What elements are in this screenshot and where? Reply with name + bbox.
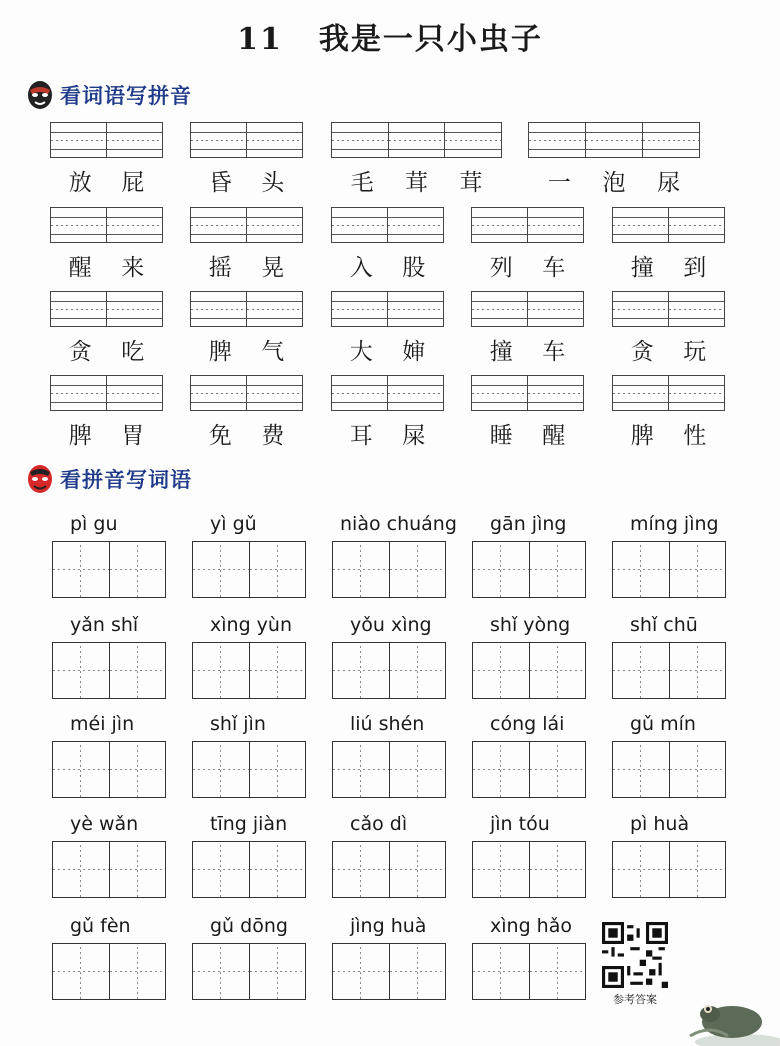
pinyin-prompt: cóng lái bbox=[490, 713, 565, 735]
tian-zi-cell[interactable] bbox=[110, 742, 166, 797]
tian-zi-cell[interactable] bbox=[613, 742, 670, 797]
character-writing-box[interactable] bbox=[472, 541, 586, 598]
character-writing-box[interactable] bbox=[192, 642, 306, 699]
tian-zi-cell[interactable] bbox=[53, 542, 110, 597]
pinyin-cell[interactable] bbox=[528, 208, 583, 242]
pinyin-cell[interactable] bbox=[51, 208, 107, 242]
character-writing-box[interactable] bbox=[192, 841, 306, 898]
pinyin-cell[interactable] bbox=[51, 376, 107, 410]
pinyin-cell[interactable] bbox=[613, 208, 669, 242]
tian-zi-cell[interactable] bbox=[530, 944, 586, 999]
character-writing-box[interactable] bbox=[52, 841, 166, 898]
pinyin-cell[interactable] bbox=[191, 376, 247, 410]
character-writing-box[interactable] bbox=[52, 943, 166, 1000]
lesson-number: 11 bbox=[237, 22, 283, 57]
pinyin-answer-box[interactable] bbox=[50, 291, 163, 327]
frog-decoration bbox=[670, 976, 780, 1046]
pinyin-prompt: jìn tóu bbox=[490, 813, 550, 835]
section1-label: 看词语写拼音 bbox=[60, 84, 192, 108]
tian-zi-cell[interactable] bbox=[530, 643, 586, 698]
word-prompt: 昏 头 bbox=[208, 170, 285, 196]
character-writing-box[interactable] bbox=[472, 741, 586, 798]
tian-zi-cell[interactable] bbox=[473, 643, 530, 698]
tian-zi-cell[interactable] bbox=[193, 542, 250, 597]
character-writing-box[interactable] bbox=[52, 642, 166, 699]
tian-zi-cell[interactable] bbox=[473, 542, 530, 597]
qr-code-icon bbox=[602, 922, 668, 988]
pinyin-cell[interactable] bbox=[247, 123, 302, 157]
pinyin-cell[interactable] bbox=[51, 292, 107, 326]
tian-zi-cell[interactable] bbox=[613, 542, 670, 597]
tian-zi-cell[interactable] bbox=[530, 842, 586, 897]
tian-zi-cell[interactable] bbox=[333, 944, 390, 999]
word-prompt: 免 费 bbox=[208, 423, 285, 449]
word-prompt: 贪 吃 bbox=[68, 339, 145, 365]
opera-mask-icon bbox=[26, 80, 54, 110]
tian-zi-cell[interactable] bbox=[613, 842, 670, 897]
pinyin-prompt: pì huà bbox=[630, 813, 690, 835]
pinyin-cell[interactable] bbox=[107, 376, 162, 410]
pinyin-cell[interactable] bbox=[51, 123, 107, 157]
character-writing-box[interactable] bbox=[52, 541, 166, 598]
page-title bbox=[0, 14, 780, 58]
pinyin-prompt: gǔ mín bbox=[630, 713, 696, 735]
word-prompt: 放 屁 bbox=[68, 170, 145, 196]
character-writing-box[interactable] bbox=[612, 541, 726, 598]
pinyin-answer-box[interactable] bbox=[612, 375, 725, 411]
pinyin-answer-box[interactable] bbox=[612, 291, 725, 327]
word-prompt: 撞 到 bbox=[630, 255, 707, 281]
character-writing-box[interactable] bbox=[472, 841, 586, 898]
character-writing-box[interactable] bbox=[192, 541, 306, 598]
tian-zi-cell[interactable] bbox=[53, 742, 110, 797]
pinyin-cell[interactable] bbox=[247, 292, 302, 326]
pinyin-cell[interactable] bbox=[472, 292, 528, 326]
pinyin-answer-box[interactable] bbox=[190, 122, 303, 158]
tian-zi-cell[interactable] bbox=[390, 643, 446, 698]
pinyin-cell[interactable] bbox=[247, 208, 302, 242]
pinyin-answer-box[interactable] bbox=[190, 207, 303, 243]
pinyin-cell[interactable] bbox=[586, 123, 643, 157]
pinyin-prompt: gǔ fèn bbox=[70, 915, 131, 937]
pinyin-prompt: pì gu bbox=[70, 513, 118, 535]
character-writing-box[interactable] bbox=[472, 642, 586, 699]
pinyin-answer-box[interactable] bbox=[471, 375, 584, 411]
word-prompt: 摇 晃 bbox=[208, 255, 285, 281]
tian-zi-cell[interactable] bbox=[53, 643, 110, 698]
pinyin-answer-box[interactable] bbox=[50, 207, 163, 243]
pinyin-prompt: niào chuáng bbox=[340, 513, 457, 535]
character-writing-box[interactable] bbox=[612, 642, 726, 699]
pinyin-answer-box[interactable] bbox=[471, 291, 584, 327]
pinyin-prompt: tīng jiàn bbox=[210, 813, 288, 835]
pinyin-cell[interactable] bbox=[247, 376, 302, 410]
pinyin-cell[interactable] bbox=[528, 292, 583, 326]
tian-zi-cell[interactable] bbox=[110, 842, 166, 897]
word-prompt: 入 股 bbox=[349, 255, 426, 281]
character-writing-box[interactable] bbox=[52, 741, 166, 798]
pinyin-cell[interactable] bbox=[389, 123, 446, 157]
pinyin-prompt: shǐ yòng bbox=[490, 614, 571, 636]
character-writing-box[interactable] bbox=[332, 741, 446, 798]
word-prompt: 脾 胃 bbox=[68, 423, 145, 449]
word-prompt: 脾 气 bbox=[208, 339, 285, 365]
word-prompt: 脾 性 bbox=[630, 423, 707, 449]
tian-zi-cell[interactable] bbox=[390, 542, 446, 597]
pinyin-prompt: yǒu xìng bbox=[350, 614, 432, 636]
tian-zi-cell[interactable] bbox=[473, 842, 530, 897]
pinyin-prompt: gǔ dōng bbox=[210, 915, 288, 937]
pinyin-cell[interactable] bbox=[472, 208, 528, 242]
pinyin-prompt: xìng hǎo bbox=[490, 915, 572, 937]
tian-zi-cell[interactable] bbox=[53, 944, 110, 999]
pinyin-cell[interactable] bbox=[445, 123, 501, 157]
pinyin-answer-box[interactable] bbox=[50, 122, 163, 158]
pinyin-cell[interactable] bbox=[107, 208, 162, 242]
pinyin-prompt: yǎn shǐ bbox=[70, 614, 139, 636]
tian-zi-cell[interactable] bbox=[390, 944, 446, 999]
section2-header bbox=[26, 464, 192, 494]
pinyin-cell[interactable] bbox=[107, 292, 162, 326]
tian-zi-cell[interactable] bbox=[110, 643, 166, 698]
pinyin-answer-box[interactable] bbox=[331, 122, 502, 158]
tian-zi-cell[interactable] bbox=[250, 842, 306, 897]
pinyin-cell[interactable] bbox=[332, 123, 389, 157]
tian-zi-cell[interactable] bbox=[333, 643, 390, 698]
tian-zi-cell[interactable] bbox=[250, 742, 306, 797]
pinyin-cell[interactable] bbox=[472, 376, 528, 410]
word-prompt: 大 婶 bbox=[349, 339, 426, 365]
character-writing-box[interactable] bbox=[612, 741, 726, 798]
character-writing-box[interactable] bbox=[612, 841, 726, 898]
pinyin-cell[interactable] bbox=[528, 376, 583, 410]
pinyin-answer-box[interactable] bbox=[331, 207, 444, 243]
pinyin-cell[interactable] bbox=[529, 123, 586, 157]
tian-zi-cell[interactable] bbox=[530, 742, 586, 797]
pinyin-prompt: yè wǎn bbox=[70, 813, 139, 835]
tian-zi-cell[interactable] bbox=[333, 842, 390, 897]
pinyin-cell[interactable] bbox=[191, 292, 247, 326]
pinyin-prompt: méi jìn bbox=[70, 713, 135, 735]
tian-zi-cell[interactable] bbox=[193, 742, 250, 797]
tian-zi-cell[interactable] bbox=[110, 542, 166, 597]
pinyin-cell[interactable] bbox=[107, 123, 162, 157]
pinyin-answer-box[interactable] bbox=[612, 207, 725, 243]
pinyin-prompt: jìng huà bbox=[350, 915, 427, 937]
word-prompt: 睡 醒 bbox=[489, 423, 566, 449]
pinyin-prompt: míng jìng bbox=[630, 513, 719, 535]
opera-mask-icon bbox=[26, 464, 54, 494]
pinyin-answer-box[interactable] bbox=[50, 375, 163, 411]
pinyin-cell[interactable] bbox=[388, 292, 443, 326]
pinyin-answer-box[interactable] bbox=[190, 375, 303, 411]
tian-zi-cell[interactable] bbox=[333, 542, 390, 597]
character-writing-box[interactable] bbox=[332, 943, 446, 1000]
pinyin-cell[interactable] bbox=[388, 208, 443, 242]
section1-header bbox=[26, 80, 192, 110]
pinyin-cell[interactable] bbox=[191, 123, 247, 157]
tian-zi-cell[interactable] bbox=[250, 944, 306, 999]
pinyin-cell[interactable] bbox=[332, 376, 388, 410]
section2-label: 看拼音写词语 bbox=[60, 468, 192, 492]
tian-zi-cell[interactable] bbox=[110, 944, 166, 999]
pinyin-cell[interactable] bbox=[191, 208, 247, 242]
tian-zi-cell[interactable] bbox=[250, 542, 306, 597]
pinyin-answer-box[interactable] bbox=[331, 375, 444, 411]
pinyin-answer-box[interactable] bbox=[331, 291, 444, 327]
pinyin-prompt: shǐ chū bbox=[630, 614, 698, 636]
word-prompt: 列 车 bbox=[489, 255, 566, 281]
tian-zi-cell[interactable] bbox=[530, 542, 586, 597]
pinyin-prompt: xìng yùn bbox=[210, 614, 292, 636]
character-writing-box[interactable] bbox=[332, 541, 446, 598]
pinyin-cell[interactable] bbox=[669, 376, 724, 410]
word-prompt: 耳 屎 bbox=[349, 423, 426, 449]
tian-zi-cell[interactable] bbox=[333, 742, 390, 797]
tian-zi-cell[interactable] bbox=[193, 643, 250, 698]
pinyin-answer-box[interactable] bbox=[471, 207, 584, 243]
tian-zi-cell[interactable] bbox=[390, 742, 446, 797]
tian-zi-cell[interactable] bbox=[473, 944, 530, 999]
word-prompt: 撞 车 bbox=[489, 339, 566, 365]
pinyin-cell[interactable] bbox=[643, 123, 699, 157]
pinyin-cell[interactable] bbox=[388, 376, 443, 410]
word-prompt: 毛 茸 茸 bbox=[350, 170, 483, 196]
tian-zi-cell[interactable] bbox=[53, 842, 110, 897]
word-prompt: 一 泡 尿 bbox=[547, 170, 681, 196]
character-writing-box[interactable] bbox=[332, 642, 446, 699]
pinyin-cell[interactable] bbox=[669, 292, 724, 326]
character-writing-box[interactable] bbox=[192, 741, 306, 798]
pinyin-answer-box[interactable] bbox=[528, 122, 700, 158]
tian-zi-cell[interactable] bbox=[670, 643, 726, 698]
pinyin-cell[interactable] bbox=[332, 292, 388, 326]
tian-zi-cell[interactable] bbox=[670, 742, 726, 797]
tian-zi-cell[interactable] bbox=[670, 842, 726, 897]
pinyin-cell[interactable] bbox=[613, 292, 669, 326]
word-prompt: 醒 来 bbox=[68, 255, 145, 281]
pinyin-cell[interactable] bbox=[669, 208, 724, 242]
word-prompt: 贪 玩 bbox=[630, 339, 707, 365]
character-writing-box[interactable] bbox=[192, 943, 306, 1000]
tian-zi-cell[interactable] bbox=[670, 542, 726, 597]
tian-zi-cell[interactable] bbox=[613, 643, 670, 698]
pinyin-cell[interactable] bbox=[332, 208, 388, 242]
answer-key-caption: 参考答案 bbox=[613, 993, 657, 1006]
tian-zi-cell[interactable] bbox=[193, 944, 250, 999]
tian-zi-cell[interactable] bbox=[193, 842, 250, 897]
pinyin-cell[interactable] bbox=[613, 376, 669, 410]
pinyin-prompt: cǎo dì bbox=[350, 813, 408, 835]
pinyin-prompt: shǐ jìn bbox=[210, 713, 266, 735]
character-writing-box[interactable] bbox=[332, 841, 446, 898]
pinyin-prompt: liú shén bbox=[350, 713, 425, 735]
character-writing-box[interactable] bbox=[472, 943, 586, 1000]
pinyin-answer-box[interactable] bbox=[190, 291, 303, 327]
tian-zi-cell[interactable] bbox=[390, 842, 446, 897]
tian-zi-cell[interactable] bbox=[250, 643, 306, 698]
pinyin-prompt: yì gǔ bbox=[210, 513, 257, 535]
tian-zi-cell[interactable] bbox=[473, 742, 530, 797]
lesson-title: 我是一只小虫子 bbox=[318, 22, 543, 57]
pinyin-prompt: gān jìng bbox=[490, 513, 567, 535]
